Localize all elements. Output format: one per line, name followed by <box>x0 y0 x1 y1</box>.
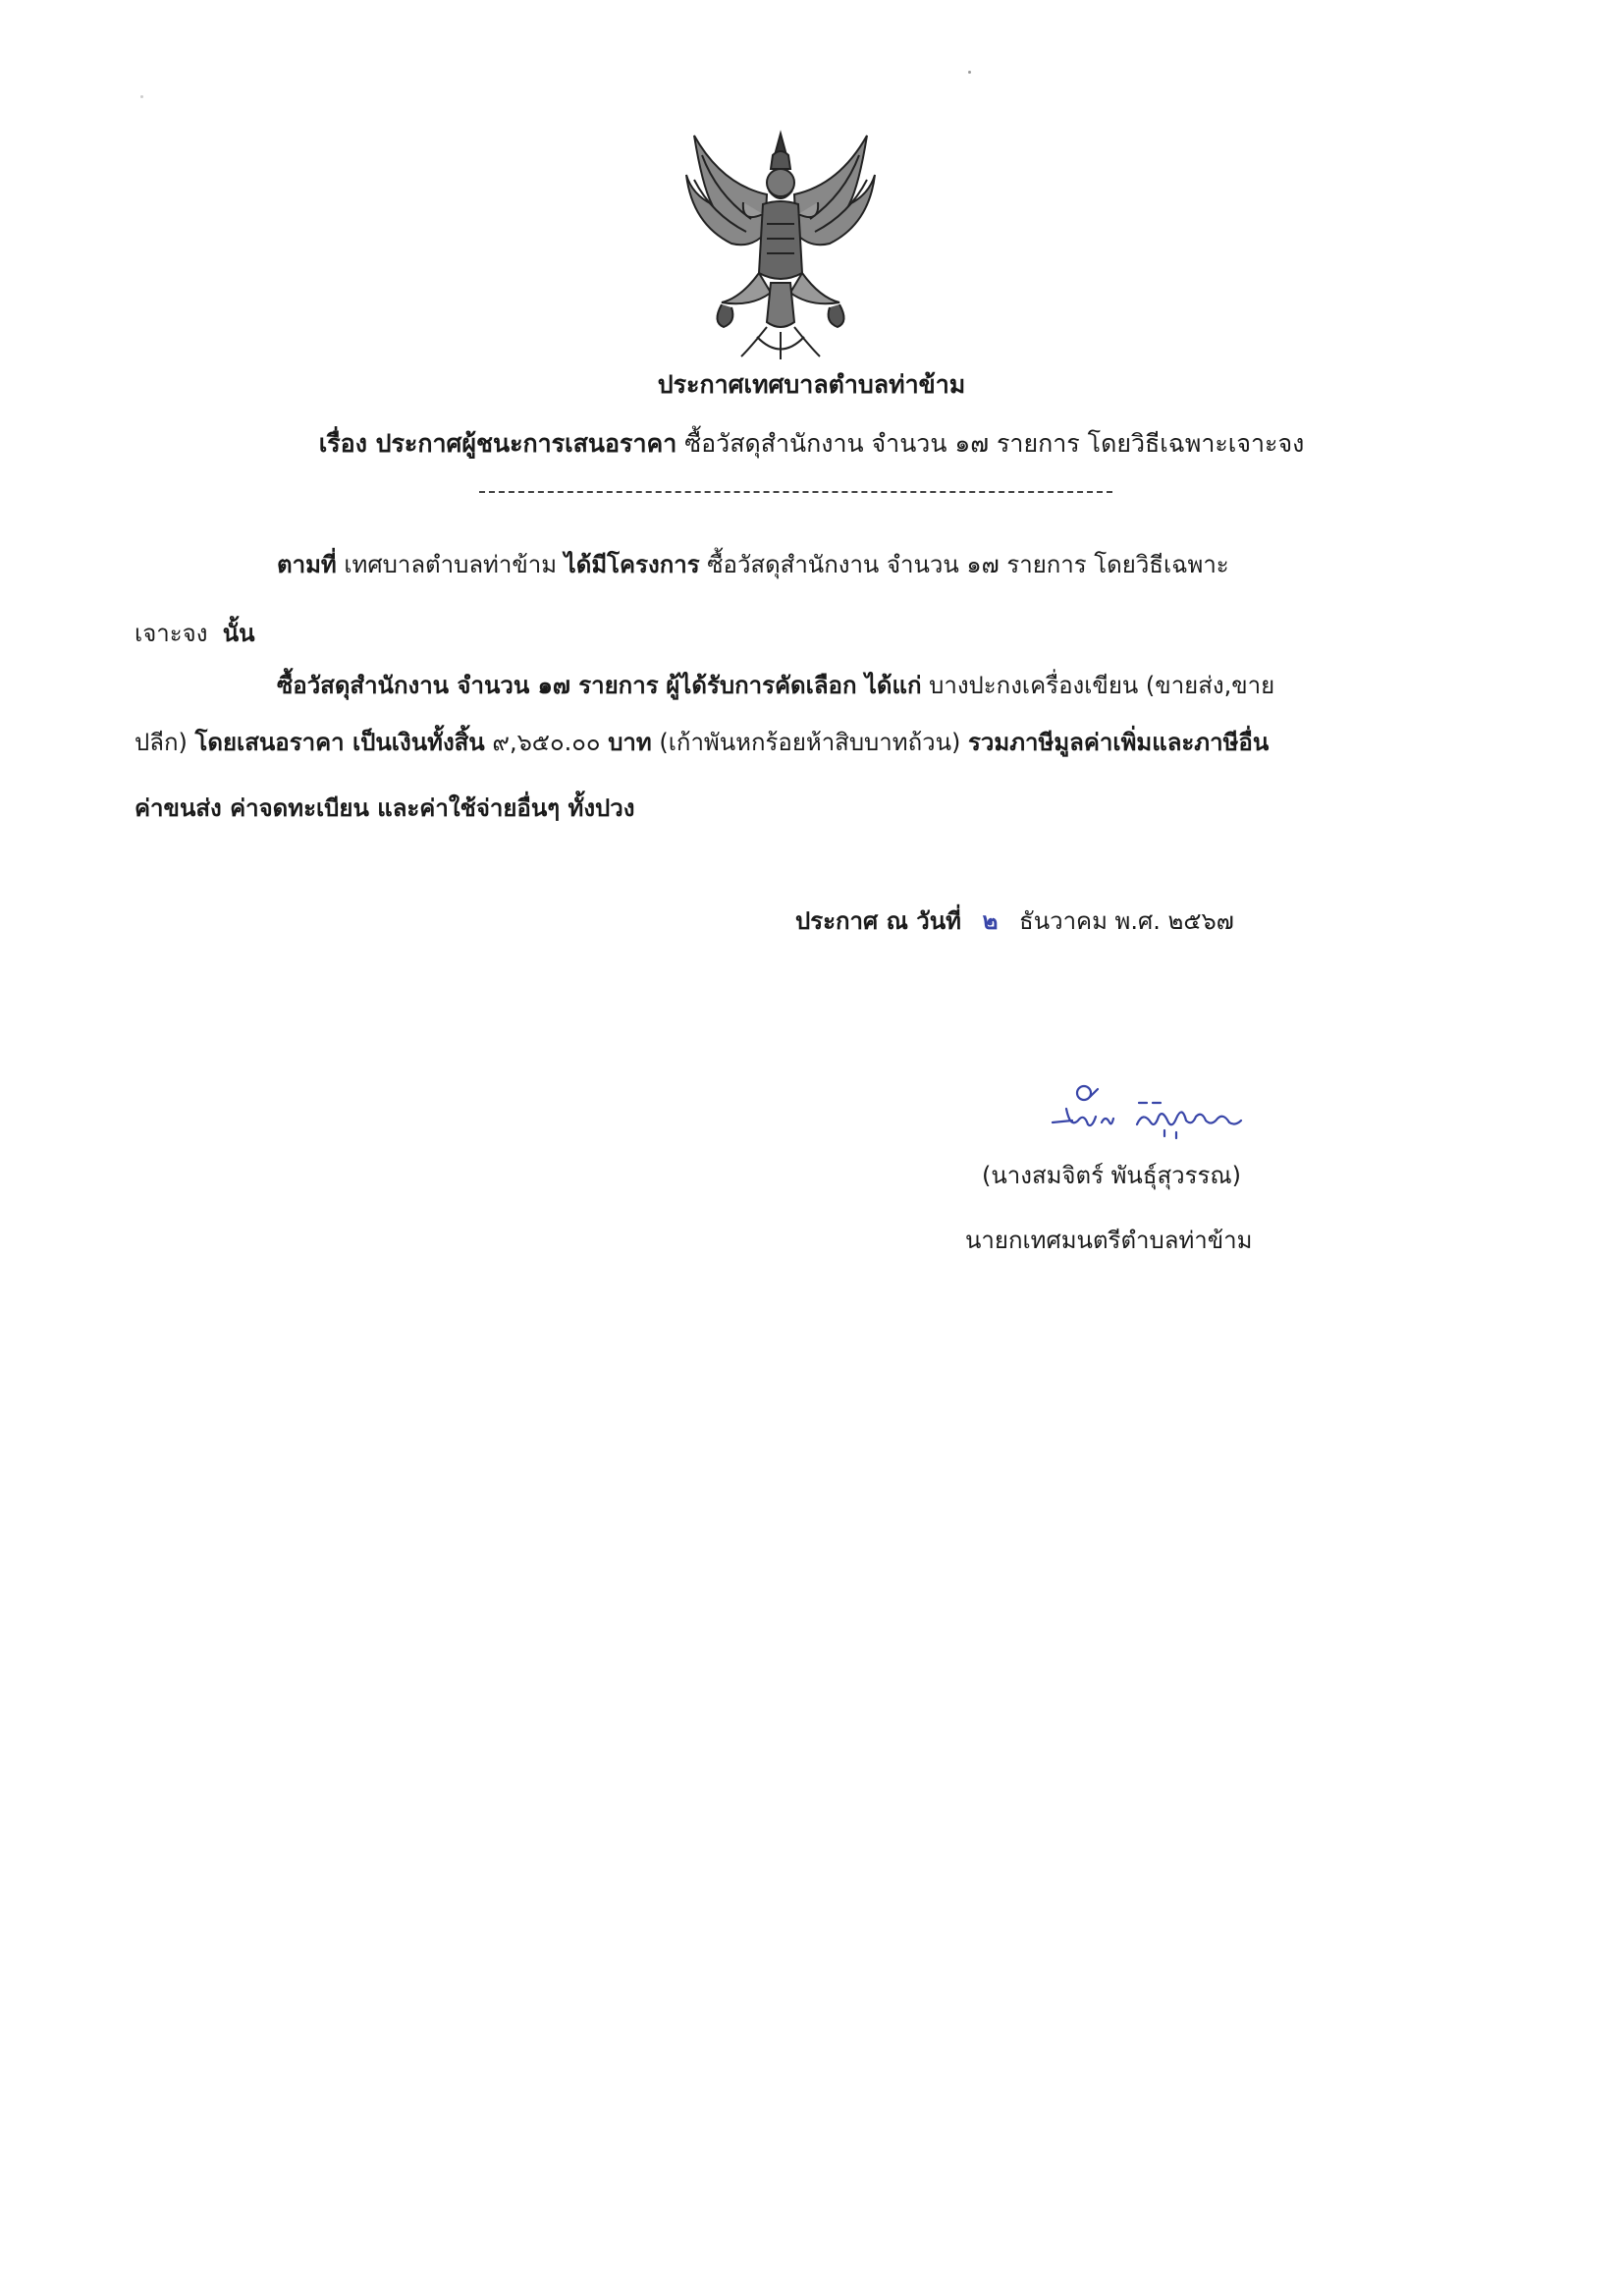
dashed-divider <box>479 491 1112 493</box>
date-prefix: ประกาศ ณ วันที่ <box>795 907 961 935</box>
subject-text: ซื้อวัสดุสำนักงาน จำนวน ๑๗ รายการ โดยวิธีเฉพาะเจาะจง <box>684 429 1305 458</box>
announcement-title: ประกาศเทศบาลตำบลท่าข้าม <box>657 370 966 399</box>
scan-speck <box>968 71 971 74</box>
date-month-year: ธันวาคม พ.ศ. ๒๕๖๗ <box>1019 907 1234 935</box>
subject-label: เรื่อง ประกาศผู้ชนะการเสนอราคา <box>318 429 677 458</box>
scan-speck <box>140 95 143 98</box>
paragraph-1-line-2: เจาะจง นั้น <box>135 620 255 647</box>
garuda-emblem-icon <box>682 126 879 361</box>
handwritten-signature-icon <box>1049 1075 1255 1144</box>
announcement-subject <box>0 424 1623 464</box>
announcement-date <box>795 902 1234 940</box>
paragraph-2-line-2: ปลีก) โดยเสนอราคา เป็นเงินทั้งสิ้น ๙,๖๕๐.๐๐ บาท (เก้าพันหกร้อยห้าสิบบาทถ้วน) รวมภาษีมูลค่าเพิ่มและภาษีอื่น <box>135 729 1270 756</box>
signatory-name: (นางสมจิตร์ พันธุ์สุวรรณ) <box>982 1162 1242 1189</box>
signatory-position: นายกเทศมนตรีตำบลท่าข้าม <box>965 1227 1253 1254</box>
paragraph-2-line-3: ค่าขนส่ง ค่าจดทะเบียน และค่าใช้จ่ายอื่นๆ ทั้งปวง <box>135 794 635 822</box>
paragraph-2-line-1: ซื้อวัสดุสำนักงาน จำนวน ๑๗ รายการ ผู้ได้รับการคัดเลือก ได้แก่ บางปะกงเครื่องเขียน (ขายส่ง,ขาย <box>277 672 1275 699</box>
paragraph-1-line-1: ตามที่ เทศบาลตำบลท่าข้าม ได้มีโครงการ ซื้อวัสดุสำนักงาน จำนวน ๑๗ รายการ โดยวิธีเฉพาะ <box>277 551 1229 578</box>
date-day: ๒ <box>982 907 999 935</box>
